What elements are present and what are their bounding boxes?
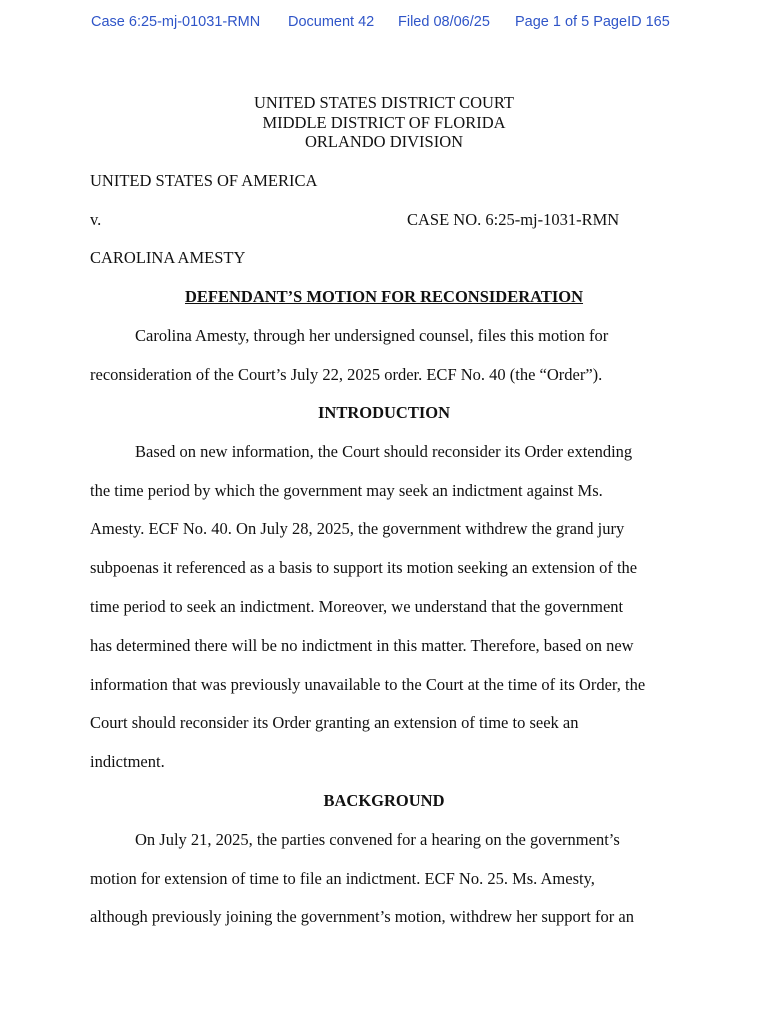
body-line: indictment. — [90, 752, 165, 771]
court-district: MIDDLE DISTRICT OF FLORIDA — [262, 113, 506, 132]
body-line: has determined there will be no indictment in this matter. Therefore, based on new — [90, 636, 634, 655]
court-division: ORLANDO DIVISION — [304, 132, 464, 151]
body-line: Carolina Amesty, through her undersigned counsel, files this motion for — [135, 326, 609, 345]
body-line: the time period by which the government may seek an indictment against Ms. — [90, 481, 603, 500]
header-filed-date: Filed 08/06/25 — [398, 14, 490, 30]
header-case-number: Case 6:25-mj-01031-RMN — [91, 14, 261, 30]
section-heading-background: BACKGROUND — [323, 791, 445, 810]
body-line: On July 21, 2025, the parties convened for a hearing on the government’s — [135, 830, 620, 849]
section-heading-introduction: INTRODUCTION — [317, 403, 451, 422]
body-line: subpoenas it referenced as a basis to support its motion seeking an extension of the — [90, 558, 638, 577]
body-line: although previously joining the government’s motion, withdrew her support for an — [90, 907, 634, 926]
body-line: Court should reconsider its Order granting an extension of time to seek an — [90, 713, 579, 732]
court-name: UNITED STATES DISTRICT COURT — [253, 93, 514, 112]
body-line: reconsideration of the Court’s July 22, 2025 order. ECF No. 40 (the “Order”). — [90, 365, 603, 384]
caption-defendant: CAROLINA AMESTY — [90, 248, 246, 267]
header-document-number: Document 42 — [288, 14, 375, 30]
caption-case-number: CASE NO. 6:25-mj-1031-RMN — [407, 210, 620, 229]
body-line: time period to seek an indictment. Moreover, we understand that the government — [90, 597, 624, 616]
header-page-id: Page 1 of 5 PageID 165 — [515, 14, 670, 30]
caption-plaintiff: UNITED STATES OF AMERICA — [90, 171, 318, 190]
body-line: information that was previously unavailable to the Court at the time of its Order, the — [90, 675, 646, 694]
body-line: Amesty. ECF No. 40. On July 28, 2025, the government withdrew the grand jury — [90, 519, 625, 538]
body-line: motion for extension of time to file an indictment. ECF No. 25. Ms. Amesty, — [90, 869, 595, 888]
body-line: Based on new information, the Court should reconsider its Order extending — [135, 442, 633, 461]
filing-header — [0, 14, 768, 34]
caption-versus: v. — [90, 210, 102, 229]
motion-title: DEFENDANT’S MOTION FOR RECONSIDERATION — [184, 287, 584, 306]
